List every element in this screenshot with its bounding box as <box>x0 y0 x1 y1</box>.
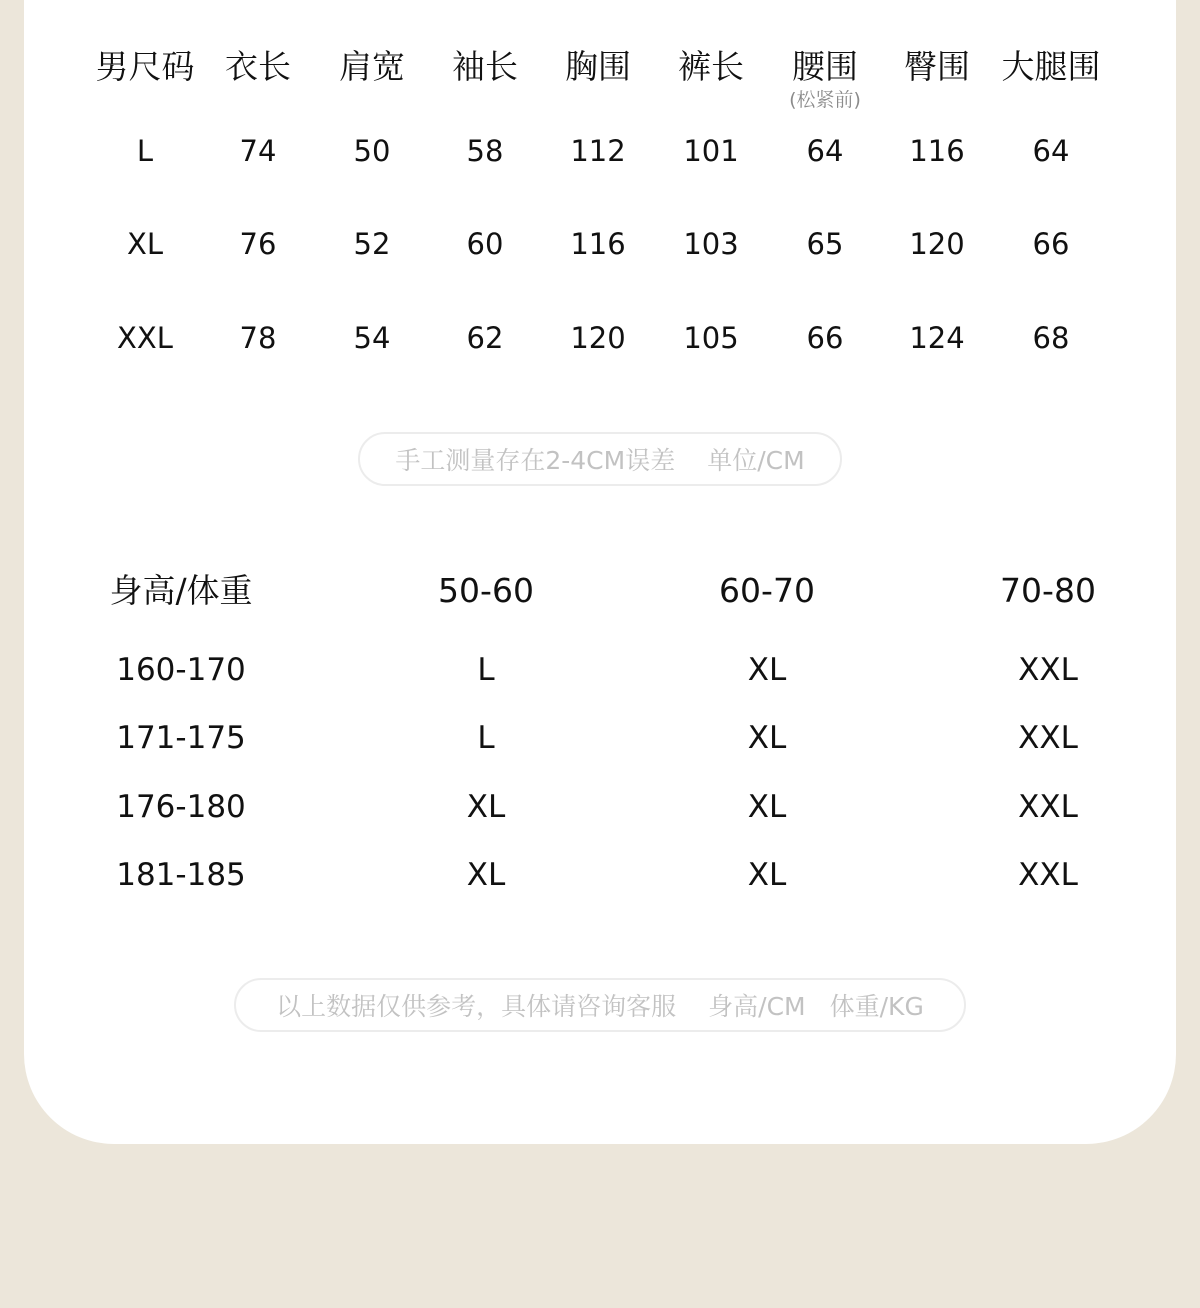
table-cell: XL <box>466 789 506 825</box>
table-cell: XL <box>747 857 787 893</box>
header-size: 男尺码 <box>95 47 195 86</box>
table-cell: XL <box>747 720 787 756</box>
table-cell: L <box>477 652 495 688</box>
header-shoulder: 肩宽 <box>339 47 405 86</box>
header-height-weight: 身高/体重 <box>109 571 253 610</box>
table-cell: XXL <box>1018 857 1078 893</box>
table-cell: 64 <box>1032 134 1070 168</box>
table-cell: 76 <box>239 227 277 261</box>
table-cell: 52 <box>353 227 391 261</box>
table-cell: 120 <box>909 227 965 261</box>
header-pants-length: 裤长 <box>678 47 744 86</box>
table-cell: XXL <box>1018 720 1078 756</box>
measurement-note <box>358 432 842 486</box>
header-hip: 臀围 <box>904 47 970 86</box>
table-cell: XXL <box>1018 789 1078 825</box>
table-cell: 101 <box>683 134 739 168</box>
header-length: 衣长 <box>225 47 291 86</box>
table-cell: 74 <box>239 134 277 168</box>
header-weight-70-80: 70-80 <box>1000 571 1096 610</box>
table-cell: 171-175 <box>116 720 246 756</box>
table-cell: 65 <box>806 227 844 261</box>
header-waist-note: (松紧前) <box>789 89 861 111</box>
header-weight-60-70: 60-70 <box>719 571 815 610</box>
table-cell: 78 <box>239 321 277 355</box>
header-chest: 胸围 <box>565 47 631 86</box>
table-cell: 50 <box>353 134 391 168</box>
measurement-note-text: 手工测量存在2-4CM误差 <box>395 446 676 475</box>
measurement-unit: 单位/CM <box>707 446 805 475</box>
table-cell: 116 <box>570 227 626 261</box>
table-cell: XL <box>126 227 164 261</box>
table-cell: L <box>136 134 154 168</box>
table-cell: 54 <box>353 321 391 355</box>
reference-note-text: 以上数据仅供参考，具体请咨询客服 <box>276 992 677 1021</box>
table-cell: XXL <box>1018 652 1078 688</box>
header-waist: 腰围 <box>792 47 858 86</box>
reference-note <box>234 978 966 1032</box>
table-cell: 112 <box>570 134 626 168</box>
header-thigh: 大腿围 <box>1001 47 1101 86</box>
table-cell: 68 <box>1032 321 1070 355</box>
header-sleeve: 袖长 <box>452 47 518 86</box>
header-weight-50-60: 50-60 <box>438 571 534 610</box>
table-cell: XL <box>747 652 787 688</box>
table-cell: 66 <box>1032 227 1070 261</box>
table-cell: XL <box>747 789 787 825</box>
table-cell: 124 <box>909 321 965 355</box>
weight-unit: 体重/KG <box>829 992 924 1021</box>
table-cell: L <box>477 720 495 756</box>
table-cell: 58 <box>466 134 504 168</box>
table-cell: 176-180 <box>116 789 246 825</box>
table-cell: 160-170 <box>116 652 246 688</box>
table-cell: 105 <box>683 321 739 355</box>
table-cell: 181-185 <box>116 857 246 893</box>
table-cell: 66 <box>806 321 844 355</box>
table-cell: XXL <box>117 321 173 355</box>
table-cell: 62 <box>466 321 504 355</box>
table-cell: 60 <box>466 227 504 261</box>
table-cell: 120 <box>570 321 626 355</box>
table-cell: 64 <box>806 134 844 168</box>
table-cell: XL <box>466 857 506 893</box>
table-cell: 103 <box>683 227 739 261</box>
table-cell: 116 <box>909 134 965 168</box>
height-unit: 身高/CM <box>708 992 806 1021</box>
